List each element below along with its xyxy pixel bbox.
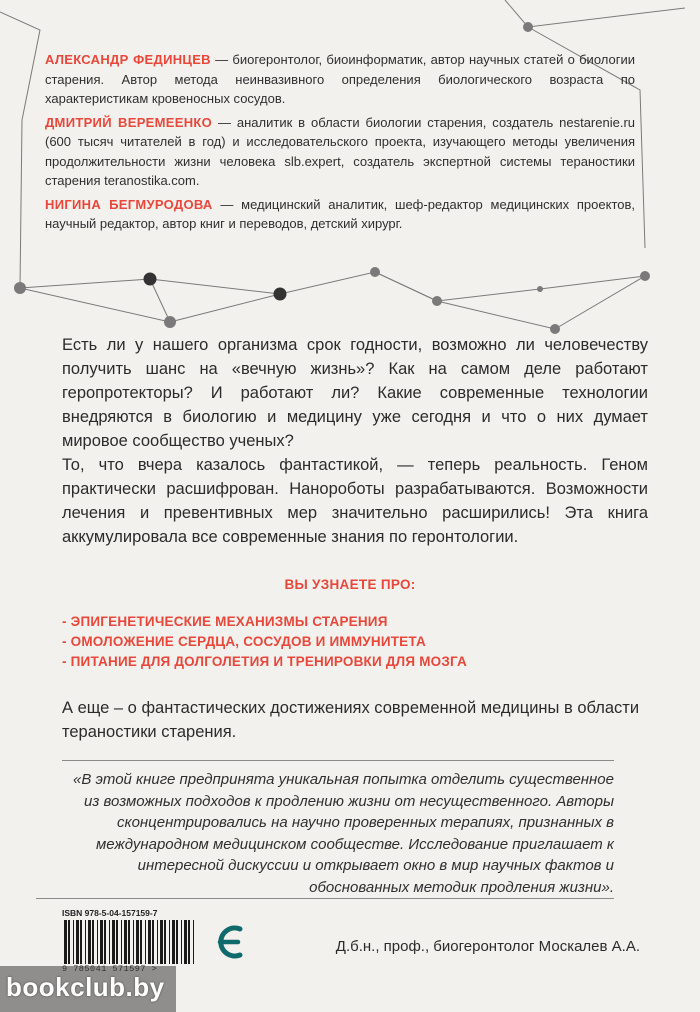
publisher-logo-icon	[210, 915, 246, 971]
watermark-text: bookclub.by	[6, 972, 165, 1002]
also-text: А еще – о фантастических достижениях современной медицины в области тераностики старения.	[62, 699, 640, 741]
authors-block	[45, 50, 635, 238]
intro-paragraph: То, что вчера казалось фантастикой, — теперь реальность. Геном практически расшифрован. Нанороботы разрабатываются. Возможности лечения и превентивных мер значительно расширились! Эта книга аккумулировала все современные знания по геронтологии.	[62, 456, 648, 546]
learn-item: - ПИТАНИЕ ДЛЯ ДОЛГОЛЕТИЯ И ТРЕНИРОВКИ ДЛЯ МОЗГА	[62, 654, 467, 669]
quote-divider	[36, 898, 614, 899]
author-name: АЛЕКСАНДР ФЕДИНЦЕВ	[45, 52, 211, 67]
intro-text	[62, 333, 648, 549]
intro-paragraph: Есть ли у нашего организма срок годности, возможно ли человечеству получить шанс на «вечную жизнь»? Как на самом деле работают геропротекторы? И работают ли? Какие современные технологии внедряются в биологию и медицину уже сегодня и что о них думает мировое сообщество ученых?	[62, 336, 648, 450]
learn-item: - ОМОЛОЖЕНИЕ СЕРДЦА, СОСУДОВ И ИММУНИТЕТА	[62, 634, 426, 649]
watermark	[0, 966, 176, 1012]
isbn-label: ISBN 978-5-04-157159-7	[62, 908, 158, 918]
author-fedintsev	[45, 50, 635, 109]
author-begmurodova	[45, 195, 635, 234]
barcode-bars	[62, 920, 197, 964]
author-veremeenko	[45, 113, 635, 191]
learn-item: - ЭПИГЕНЕТИЧЕСКИЕ МЕХАНИЗМЫ СТАРЕНИЯ	[62, 614, 388, 629]
author-name: ДМИТРИЙ ВЕРЕМЕЕНКО	[45, 114, 213, 130]
learn-list	[62, 612, 467, 672]
quote-signature: Д.б.н., проф., биогеронтолог Москалев А.А.	[335, 938, 640, 955]
quote-text: «В этой книге предпринята уникальная попытка отделить существенное из возможных подходов к продлению жизни от несущественного. Авторы сконцентрировались на научно проверенных терапиях, признанных в международном медицинском сообществе. Исследование приглашает к интересной дискуссии и открывает окно в мир научных фактов и обоснованных методик продления жизни».	[72, 771, 614, 896]
author-name: НИГИНА БЕГМУРОДОВА	[45, 196, 213, 212]
learn-title: ВЫ УЗНАЕТЕ ПРО:	[284, 577, 416, 592]
author-desc: — биогеронтолог, биоинформатик, автор научных статей о биологии старения. Автор метода неинвазивного определения биологического возраста по характеристикам кровеносных сосудов.	[45, 52, 635, 106]
author-desc: — аналитик в области биологии старения, создатель nestarenie.ru (600 тысяч читателей в год) и исследовательского проекта, изучающего методы увеличения продолжительности жизни человека slb.expert, создатель экспертной системы тераностики старения teranostika.com.	[45, 114, 635, 188]
quote-box	[62, 760, 614, 899]
author-desc: — медицинский аналитик, шеф-редактор медицинских проектов, научный редактор, автор книг и переводов, детский хирург.	[45, 196, 635, 231]
